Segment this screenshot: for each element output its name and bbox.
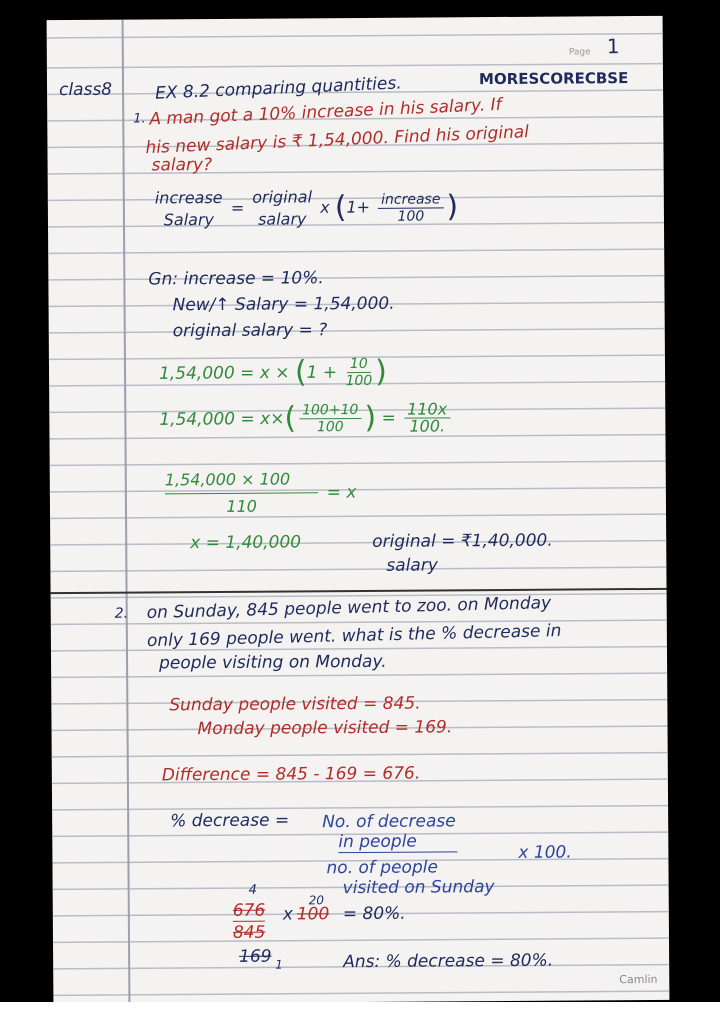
margin-line (122, 20, 130, 1004)
given-2: New/↑ Salary = 1,54,000. (172, 293, 395, 316)
calc-num: 676 (232, 900, 266, 921)
q2-number: 2. (114, 605, 129, 622)
brand-label: MORESCORECBSE (478, 69, 629, 89)
formula-orig-top: original (252, 187, 313, 207)
q1-line-1: A man got a 10% increase in his salary. If (148, 94, 503, 130)
page-label: Page (568, 47, 591, 58)
step1-den: 100 (345, 372, 373, 390)
calc-below: 169 (239, 946, 272, 967)
step3-num: 1,54,000 × 100 (165, 466, 319, 494)
q1-result: x = 1,40,000 (190, 532, 302, 554)
step2-den2: 100. (409, 416, 446, 436)
step2-num: 100+10 (299, 402, 361, 419)
q1-answer: original = ₹1,40,000. (372, 530, 553, 552)
class-label: class8 (58, 79, 113, 101)
q1-step-3 (162, 466, 357, 520)
formula-one-plus: 1+ (346, 197, 371, 217)
q2-formula-den-1: no. of people (326, 857, 438, 879)
formula-eq: = (230, 198, 245, 218)
q2-given-2: Monday people visited = 169. (197, 717, 453, 740)
formula-frac-num: increase (378, 191, 443, 208)
step2-den: 100 (316, 419, 344, 436)
q1-line-2: his new salary is ₹ 1,54,000. Find his original (145, 122, 530, 159)
q2-formula-den-2: visited on Sunday (342, 877, 495, 899)
q1-answer-salary: salary (386, 555, 438, 576)
step2-eq: = (376, 408, 402, 429)
q2-formula-num-1: No. of decrease (322, 811, 456, 833)
cancel-4: 4 (248, 882, 257, 898)
calc-below-1: 1 (275, 957, 283, 972)
calc-times: x (282, 904, 293, 925)
q2-formula-times: x 100. (518, 842, 572, 863)
q2-formula-lhs: % decrease = (170, 810, 290, 832)
q1-line-3: salary? (151, 155, 213, 176)
calc-den: 845 (232, 922, 266, 943)
q1-formula: increase Salary = original salary x (1+ $\frac{\text{increase}}{100}$ ) (154, 187, 459, 230)
formula-lhs-bottom: Salary (163, 209, 215, 230)
step3-den: 110 (226, 496, 257, 516)
formula-frac-den: 100 (397, 208, 425, 225)
q2-given-1: Sunday people visited = 845. (169, 693, 421, 716)
q2-line-1: on Sunday, 845 people went to zoo. on Monday (146, 593, 552, 624)
cancel-20: 20 (308, 893, 325, 908)
formula-times: x (320, 197, 330, 217)
q2-difference: Difference = 845 - 169 = 676. (161, 763, 421, 786)
step2-lhs: 1,54,000 = x× (159, 409, 285, 430)
brand-watermark: Camlin (619, 972, 658, 987)
step2-num2: 110x (404, 401, 450, 418)
calc-result: = 80%. (342, 903, 406, 925)
q2-answer: Ans: % decrease = 80%. (343, 950, 554, 973)
q1-step-1: 1,54,000 = x × (1 + $\frac{10}{100}$ ) (158, 354, 388, 390)
formula-orig-bottom: salary (257, 209, 307, 229)
formula-lhs-top: increase (154, 187, 223, 208)
question-divider (51, 588, 667, 594)
exercise-title: EX 8.2 comparing quantities. (154, 73, 403, 104)
given-1: Gn: increase = 10%. (148, 268, 324, 290)
q1-step-2: 1,54,000 = x×( $\frac{100+10}{100}$ ) = $\frac{110x}{100.}$ (159, 401, 453, 436)
q2-line-2: only 169 people went. what is the % decrease in (146, 620, 562, 652)
q2-formula-num-2: in people (338, 831, 457, 853)
background-strip (0, 1002, 720, 1018)
step3-rhs: = x (326, 482, 357, 503)
calc-hundred: 100 (296, 904, 330, 925)
notebook-page (47, 16, 670, 1004)
page-number: 1 (606, 34, 620, 59)
step1-num: 10 (347, 356, 371, 373)
q2-line-3: people visiting on Monday. (158, 651, 387, 674)
step1-one-plus: 1 + (306, 362, 343, 383)
step1-lhs: 1,54,000 = x × (158, 362, 295, 384)
q1-number: 1. (133, 111, 146, 127)
given-3: original salary = ? (172, 320, 328, 342)
